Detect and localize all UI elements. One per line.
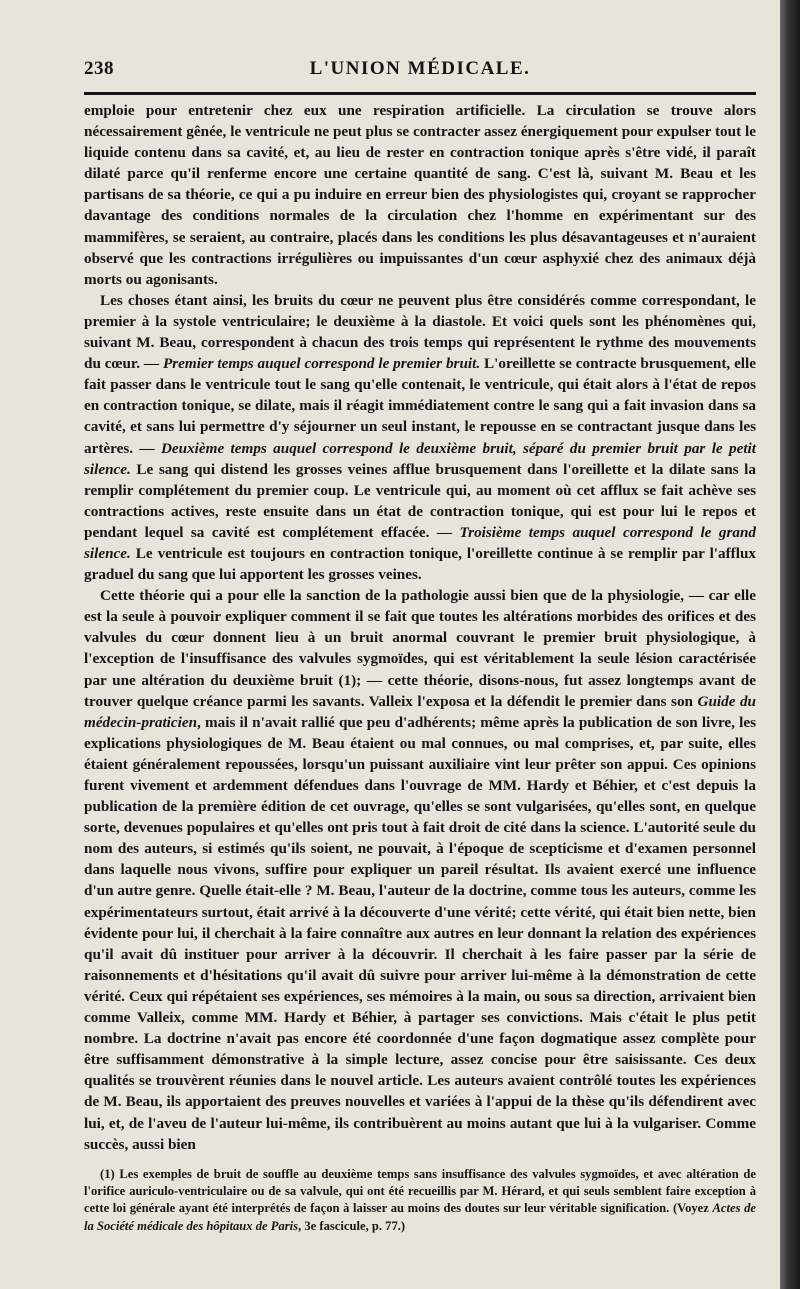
text-run: Cette théorie qui a pour elle la sanction de la pathologie aussi bien que de la physiologie, — car elle est la seule à pouvoir expliquer comment il se fait que toutes les altérations morbides des orifices et des valvules du cœur donnent lieu à un bruit anormal couvrant le premier bruit physiologique, à l'exception de l'insuffisance des valvules sygmoïdes, qui est véritablement la seule lésion caractérisée par une altération du deuxième bruit (1); — cette théorie, disons-nous, fut assez longtemps avant de trouver quelque créance parmi les savants. Valleix l'exposa et la défendit le premier dans son bbox=[84, 587, 756, 710]
italic-text: Deuxième temps auquel correspond le deuxième bruit, séparé du premier bruit par le petit silence. bbox=[84, 439, 756, 478]
page-header bbox=[84, 50, 756, 90]
text-run: L'oreillette se contracte brusquement, elle fait passer dans le ventricule tout le sang qu'elle contenait, le ventricule, qui était alors à l'état de repos en contraction tonique, se dilate, mais il réagit immédiatement contre le sang qui a fait invasion dans sa cavité, et sans lui permettre d'y séjourner un seul instant, le repousse en se contractant jusque dans les artères. — bbox=[84, 355, 756, 457]
paragraph bbox=[84, 290, 756, 585]
italic-text: Guide du médecin-praticien bbox=[84, 692, 756, 731]
header-rule bbox=[84, 92, 756, 95]
text-run: (1) Les exemples de bruit de souffle au deuxième temps sans insuffisance des valvules sygmoïdes, et avec altération de l'orifice auriculo-ventriculaire ou de sa valvule, qui ont été recueillis par M. Hérard, et qui seuls semblent faire exception à cette loi générale ayant été interprétés de façon à laisser au moins des doutes sur leur véritable signification. (Voyez bbox=[84, 1167, 756, 1216]
text-run: emploie pour entretenir chez eux une respiration artificielle. La circulation se trouve alors nécessairement gênée, le ventricule ne peut plus se contracter assez énergiquement pour expulser tout le liquide contenu dans sa cavité, et, au lieu de rester en contraction tonique après s'être vidé, il paraît dilaté parce qu'il renferme encore une certaine quantité de sang. C'est là, suivant M. Beau et les partisans de sa théorie, ce qui a pu induire en erreur bien des physiologistes qui, croyant se rapprocher davantage des conditions normales de la circulation chez l'homme en expérimentant sur des mammifères, se seraient, au contraire, placés dans les conditions les plus désavantageuses et n'auraient observé que les contractions irrégulières ou impuissantes d'un cœur asphyxié chez des animaux déjà morts ou agonisants. bbox=[84, 102, 756, 288]
text-run: Le sang qui distend les grosses veines afflue brusquement dans l'oreillette et la dilate sans la remplir complétement du premier coup. Le ventricule qui, au moment où cet afflux se fait achève ses contractions actives, reste ensuite dans un état de contraction tonique, qui est pour lui le repos et pendant lequel sa cavité est complétement effacée. — bbox=[84, 460, 756, 541]
body-text bbox=[84, 100, 756, 1155]
footnote-text bbox=[84, 1166, 756, 1235]
footnote bbox=[84, 1166, 756, 1235]
italic-text: Troisième temps auquel correspond le grand silence. bbox=[84, 523, 756, 562]
paragraph bbox=[84, 100, 756, 290]
page-edge-shadow bbox=[780, 0, 800, 1289]
italic-text: Actes de la Société médicale des hôpitaux de Paris bbox=[84, 1201, 756, 1233]
text-run: Le ventricule est toujours en contraction tonique, l'oreillette continue à se remplir par l'afflux graduel du sang que lui apportent les grosses veines. bbox=[84, 544, 756, 584]
paragraph bbox=[84, 585, 756, 1155]
text-run: , 3e fascicule, p. 77.) bbox=[298, 1218, 406, 1233]
running-title: L'UNION MÉDICALE. bbox=[309, 58, 531, 79]
page-number: 238 bbox=[84, 58, 114, 79]
italic-text: Premier temps auquel correspond le premier bruit. bbox=[162, 355, 481, 373]
text-run: , mais il n'avait rallié que peu d'adhérents; même après la publication de son livre, les explications physiologiques de M. Beau étaient ou mal connues, ou mal comprises, et, par suite, elles étaient généralement repoussées, lorsqu'un puissant auxiliaire vint leur prêter son appui. Ces opinions furent vivement et ardemment défendues dans l'ouvrage de MM. Hardy et Béhier, et c'est depuis la publication de la première édition de cet ouvrage, qu'elles se sont vulgarisées, qu'elles sont, en quelque sorte, devenues populaires et qu'elles ont pris tout à fait droit de cité dans la science. L'autorité seule du nom des auteurs, si estimés qu'ils soient, ne pouvait, à l'époque de scepticisme et d'examen personnel dans laquelle nous vivons, suffire pour expliquer un pareil résultat. Ils avaient exercé une influence d'un autre genre. Quelle était-elle ? M. Beau, l'auteur de la doctrine, comme tous les auteurs, comme les expérimentateurs surtout, était arrivé à la découverte d'une vérité; cette vérité, qui était bien nette, bien évidente pour lui, il cherchait à la faire connaître aux autres en leur donnant la relation des expériences qu'il avait dû instituer pour arriver à la découvrir. Il cherchait à les faire passer par la série de raisonnements et d'hésitations qu'il avait dû suivre pour arriver lui-même à la démonstration de cette vérité. Ceux qui répétaient ses expériences, ses mémoires à la main, ou sous sa direction, arrivaient bien comme Valleix, comme MM. Hardy et Béhier, à partager ses convictions. Mais c'était le plus petit nombre. La doctrine n'avait pas encore été coordonnée d'une façon dogmatique assez complète pour être suffisamment démonstrative à la simple lecture, assez concise pour être saisissante. Ces deux qualités se trouvèrent réunies dans le nouvel article. Les auteurs avaient contrôlé toutes les expériences de M. Beau, ils apportaient des preuves nouvelles et variées à l'appui de la thèse qu'ils défendirent avec lui, et, de l'aveu de l'auteur lui-même, ils contribuèrent au moins autant que lui à la vulgariser. Comme succès, aussi bien bbox=[84, 713, 756, 1153]
text-run: Les choses étant ainsi, les bruits du cœur ne peuvent plus être considérés comme correspondant, le premier à la systole ventriculaire; le deuxième à la diastole. Et voici quels sont les phénomènes qui, suivant M. Beau, correspondent à chacun des trois temps qui représentent le rythme des mouvements du cœur. — bbox=[84, 291, 756, 373]
